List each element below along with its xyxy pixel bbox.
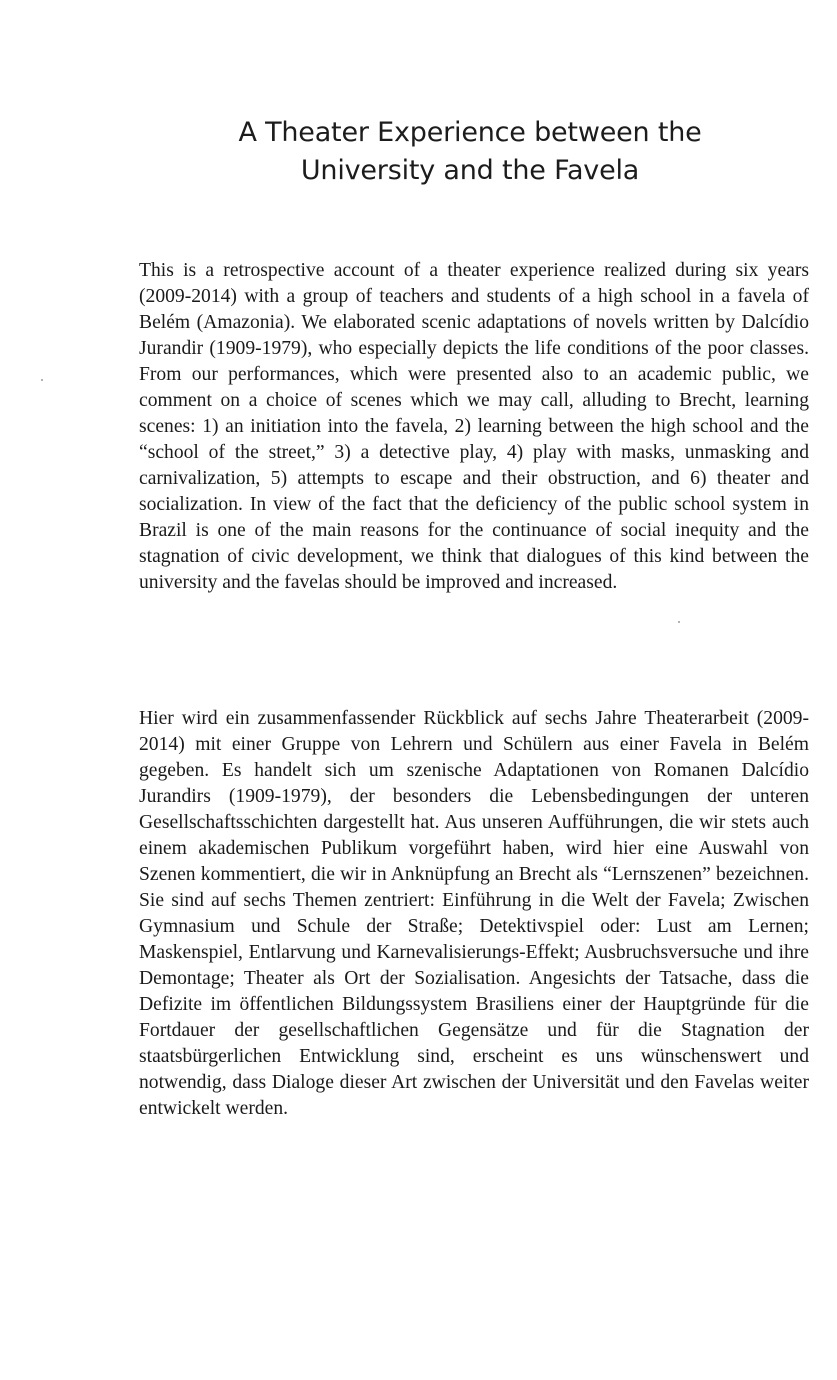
abstract-english: This is a retrospective account of a theater experience realized during six years (2009-2014) with a group of teachers and students of a high school in a favela of Belém (Amazonia). We elaborated scenic adaptations of novels written by Dalcídio Jurandir (1909-1979), who especially depicts the life conditions of the poor classes. From our performances, which were presented also to an academic public, we comment on a choice of scenes which we may call, alluding to Brecht, learning scenes: 1) an initiation into the favela, 2) learning between the high school and the “school of the street,” 3) a detective play, 4) play with masks, unmasking and carnivalization, 5) attempts to escape and their obstruction, and 6) theater and socialization. In view of the fact that the deficiency of the public school system in Brazil is one of the main reasons for the continuance of social inequity and the stagnation of civic development, we think that dialogues of this kind between the university and the favelas should be improved and increased. bbox=[139, 260, 809, 593]
article-title-line-2: University and the Favela bbox=[300, 155, 640, 186]
article-title-line-1: A Theater Experience between the bbox=[238, 117, 702, 148]
article-title bbox=[200, 114, 740, 190]
scan-speck bbox=[678, 621, 680, 623]
abstract-german: Hier wird ein zusammenfassender Rückblick auf sechs Jahre Theaterarbeit (2009-2014) mit einer Gruppe von Lehrern und Schülern aus einer Favela in Belém gegeben. Es handelt sich um szenische Adaptationen von Romanen Dalcídio Jurandirs (1909-1979), der besonders die Lebensbedingungen der unteren Gesellschaftsschichten dargestellt hat. Aus unseren Aufführungen, die wir stets auch einem akademischen Publikum vorgeführt haben, wird hier eine Auswahl von Szenen kommentiert, die wir in Anknüpfung an Brecht als “Lernszenen” bezeichnen. Sie sind auf sechs Themen zentriert: Einführung in die Welt der Favela; Zwischen Gymnasium und Schule der Straße; Detektivspiel oder: Lust am Lernen; Maskenspiel, Entlarvung und Karnevalisierungs-Effekt; Ausbruchsversuche und ihre Demontage; Theater als Ort der Sozialisation. Angesichts der Tatsache, dass die Defizite im öffentlichen Bildungssystem Brasiliens einer der Hauptgründe für die Fortdauer der gesellschaftlichen Gegensätze und für die Stagnation der staatsbürgerlichen Entwicklung sind, erscheint es uns wünschenswert und notwendig, dass Dialoge dieser Art zwischen der Universität und den Favelas weiter entwickelt werden. bbox=[139, 708, 809, 1119]
scan-speck bbox=[41, 379, 43, 381]
